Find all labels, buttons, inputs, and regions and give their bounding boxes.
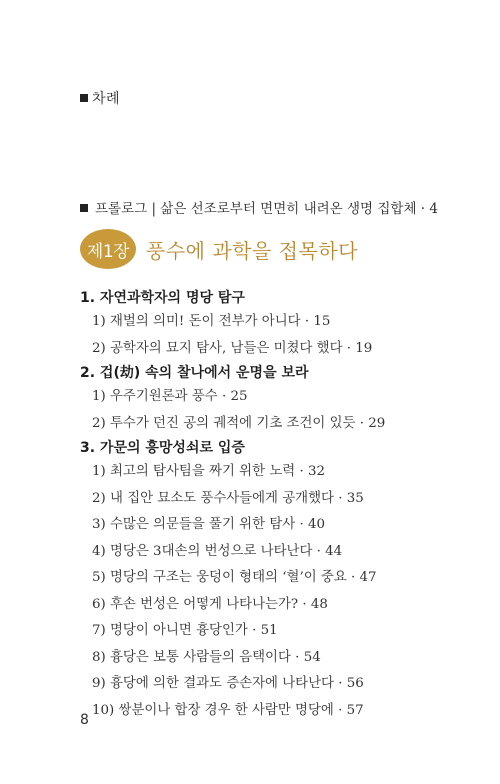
- toc-entry: 6) 후손 번성은 어떻게 나타나는가? · 48: [92, 596, 328, 612]
- prologue-text: 프롤로그 | 삶은 선조로부터 면면히 내려온 생명 집합체 · 4: [95, 201, 438, 217]
- chapter-heading: [80, 228, 358, 270]
- toc-entry: 2) 공학자의 묘지 탐사, 남들은 미쳤다 했다 · 19: [92, 340, 373, 356]
- toc-entry: 10) 쌍분이나 합장 경우 한 사람만 명당에 · 57: [92, 702, 364, 718]
- bullet-square-icon: [80, 204, 88, 212]
- chapter-title: 풍수에 과학을 접목하다: [146, 238, 358, 263]
- toc-entry: 1) 재벌의 의미! 돈이 전부가 아니다 · 15: [92, 314, 331, 329]
- toc-header-label: 차례: [92, 91, 121, 107]
- toc-section: [80, 287, 460, 362]
- prologue-entry: [80, 197, 438, 217]
- toc-entry: 9) 흉당에 의한 결과도 증손자에 나타난다 · 56: [92, 676, 364, 691]
- toc-entry: 2) 투수가 던진 공의 궤적에 기초 조건이 있듯 · 29: [92, 415, 386, 431]
- toc-header: [80, 88, 120, 108]
- section-title: 3. 가문의 흥망성쇠로 입증: [80, 440, 245, 456]
- page-number: 8: [80, 712, 89, 728]
- section-title: 1. 자연과학자의 명당 탐구: [80, 290, 245, 306]
- toc-entry: 1) 최고의 탐사팀을 짜기 위한 노력 · 32: [92, 464, 325, 479]
- toc-sections: [80, 287, 460, 724]
- bullet-square-icon: [80, 94, 88, 102]
- toc-entry: 3) 수많은 의문들을 풀기 위한 탐사 · 40: [92, 517, 325, 532]
- toc-entry: 1) 우주기원론과 풍수 · 25: [92, 389, 248, 404]
- toc-entry: 8) 흉당은 보통 사람들의 음택이다 · 54: [92, 649, 321, 665]
- toc-entry: 2) 내 집안 묘소도 풍수사들에게 공개했다 · 35: [92, 490, 364, 506]
- chapter-badge: 제1장: [80, 229, 136, 269]
- toc-entry: 4) 명당은 3대손의 번성으로 나타난다 · 44: [92, 543, 343, 559]
- section-title: 2. 겁(劫) 속의 찰나에서 운명을 보라: [80, 365, 309, 381]
- toc-section: [80, 437, 460, 724]
- toc-section: [80, 362, 460, 437]
- toc-entry: 5) 명당의 구조는 웅덩이 형태의 ‘혈’이 중요 · 47: [92, 570, 377, 585]
- toc-entry: 7) 명당이 아니면 흉당인가 · 51: [92, 623, 278, 638]
